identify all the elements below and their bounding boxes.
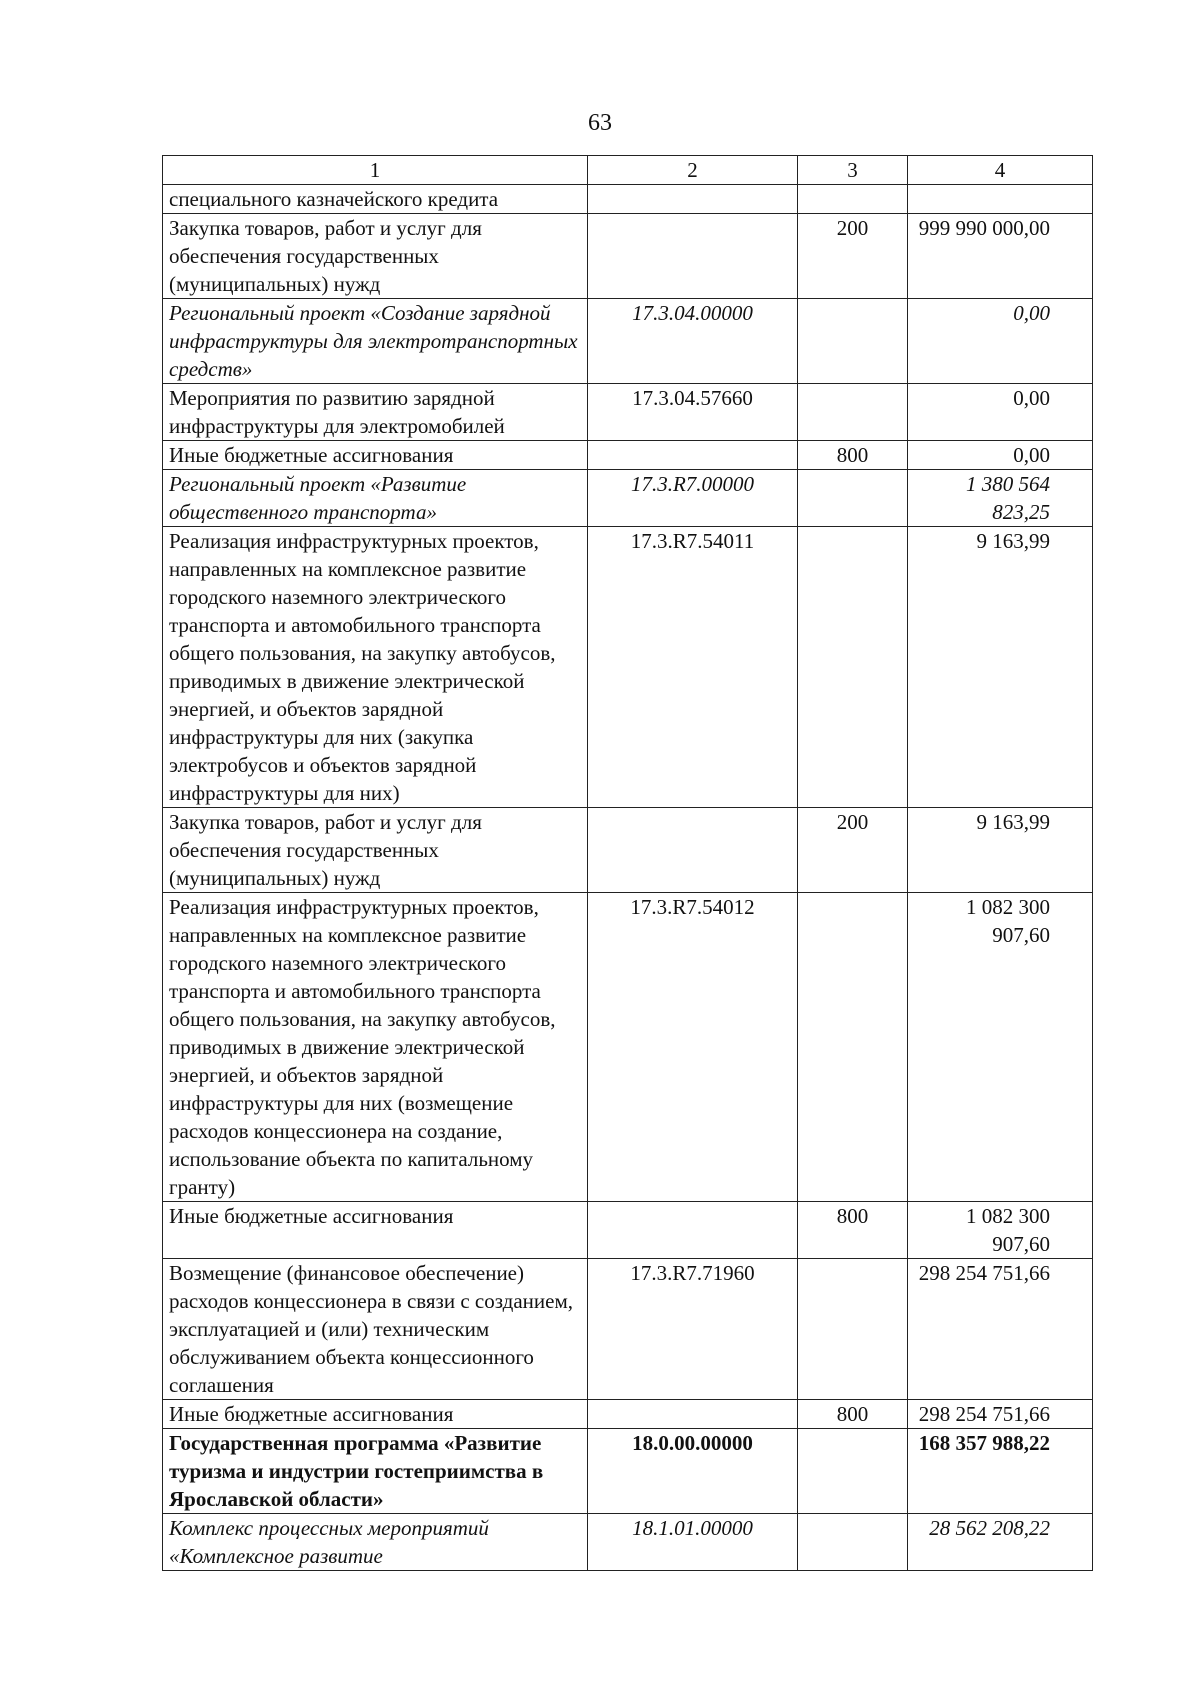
row-name-cell: Иные бюджетные ассигнования [163,1400,588,1429]
row-expense-group-cell: 800 [798,1400,908,1429]
row-amount-cell: 1 082 300 907,60 [908,893,1093,1202]
row-code-cell: 18.1.01.00000 [588,1514,798,1571]
row-code-cell [588,214,798,299]
row-amount-cell: 0,00 [908,441,1093,470]
row-expense-group-cell [798,1514,908,1571]
row-expense-group-cell [798,470,908,527]
row-amount-cell: 1 082 300 907,60 [908,1202,1093,1259]
row-amount-cell: 298 254 751,66 [908,1259,1093,1400]
budget-table [162,155,1093,1571]
column-header: 1 [163,156,588,185]
row-name-cell: Иные бюджетные ассигнования [163,441,588,470]
row-amount-cell: 0,00 [908,299,1093,384]
row-name-cell: Мероприятия по развитию зарядной инфраструктуры для электромобилей [163,384,588,441]
row-code-cell: 17.3.04.00000 [588,299,798,384]
row-name-cell: Комплекс процессных мероприятий «Комплексное развитие [163,1514,588,1571]
row-code-cell: 18.0.00.00000 [588,1429,798,1514]
table-row [163,1202,1093,1259]
table-row [163,1259,1093,1400]
table-row [163,1400,1093,1429]
table-header-row [163,156,1093,185]
row-amount-cell: 9 163,99 [908,527,1093,808]
row-code-cell: 17.3.R7.00000 [588,470,798,527]
row-amount-cell: 168 357 988,22 [908,1429,1093,1514]
row-code-cell: 17.3.R7.54011 [588,527,798,808]
row-code-cell [588,1202,798,1259]
row-expense-group-cell: 200 [798,214,908,299]
table-row [163,527,1093,808]
table-row [163,808,1093,893]
column-header: 3 [798,156,908,185]
row-code-cell [588,1400,798,1429]
row-code-cell: 17.3.04.57660 [588,384,798,441]
row-name-cell: Иные бюджетные ассигнования [163,1202,588,1259]
row-name-cell: Государственная программа «Развитие туризма и индустрии гостеприимства в Ярославской области» [163,1429,588,1514]
table-row [163,470,1093,527]
table-row [163,1429,1093,1514]
row-expense-group-cell: 200 [798,808,908,893]
row-expense-group-cell: 800 [798,441,908,470]
row-name-cell: Реализация инфраструктурных проектов, направленных на комплексное развитие городского наземного электрического транспорта и автомобильного транспорта общего пользования, на закупку автобусов, приводимых в движение электрической энергией, и объектов зарядной инфраструктуры для них (возмещение расходов концессионера на создание, использование объекта по капитальному гранту) [163,893,588,1202]
row-name-cell: Закупка товаров, работ и услуг для обеспечения государственных (муниципальных) нужд [163,214,588,299]
row-name-cell: специального казначейского кредита [163,185,588,214]
row-expense-group-cell [798,299,908,384]
table-row [163,185,1093,214]
row-code-cell: 17.3.R7.54012 [588,893,798,1202]
row-name-cell: Возмещение (финансовое обеспечение) расходов концессионера в связи с созданием, эксплуатацией и (или) техническим обслуживанием объекта концессионного соглашения [163,1259,588,1400]
row-expense-group-cell [798,893,908,1202]
column-header: 4 [908,156,1093,185]
row-expense-group-cell [798,1259,908,1400]
table-row [163,384,1093,441]
row-name-cell: Закупка товаров, работ и услуг для обеспечения государственных (муниципальных) нужд [163,808,588,893]
table-row [163,1514,1093,1571]
row-name-cell: Региональный проект «Создание зарядной инфраструктуры для электротранспортных средств» [163,299,588,384]
row-amount-cell: 0,00 [908,384,1093,441]
row-code-cell: 17.3.R7.71960 [588,1259,798,1400]
table-row [163,893,1093,1202]
row-expense-group-cell [798,185,908,214]
row-amount-cell: 1 380 564 823,25 [908,470,1093,527]
table-row [163,441,1093,470]
row-amount-cell: 9 163,99 [908,808,1093,893]
row-amount-cell: 298 254 751,66 [908,1400,1093,1429]
row-expense-group-cell: 800 [798,1202,908,1259]
row-amount-cell: 999 990 000,00 [908,214,1093,299]
row-code-cell [588,441,798,470]
row-expense-group-cell [798,527,908,808]
row-code-cell [588,185,798,214]
row-name-cell: Региональный проект «Развитие общественного транспорта» [163,470,588,527]
row-expense-group-cell [798,384,908,441]
row-amount-cell: 28 562 208,22 [908,1514,1093,1571]
table-row [163,299,1093,384]
table-row [163,214,1093,299]
column-header: 2 [588,156,798,185]
row-code-cell [588,808,798,893]
row-name-cell: Реализация инфраструктурных проектов, направленных на комплексное развитие городского наземного электрического транспорта и автомобильного транспорта общего пользования, на закупку автобусов, приводимых в движение электрической энергией, и объектов зарядной инфраструктуры для них (закупка электробусов и объектов зарядной инфраструктуры для них) [163,527,588,808]
page-number: 63 [588,110,612,136]
row-amount-cell [908,185,1093,214]
row-expense-group-cell [798,1429,908,1514]
